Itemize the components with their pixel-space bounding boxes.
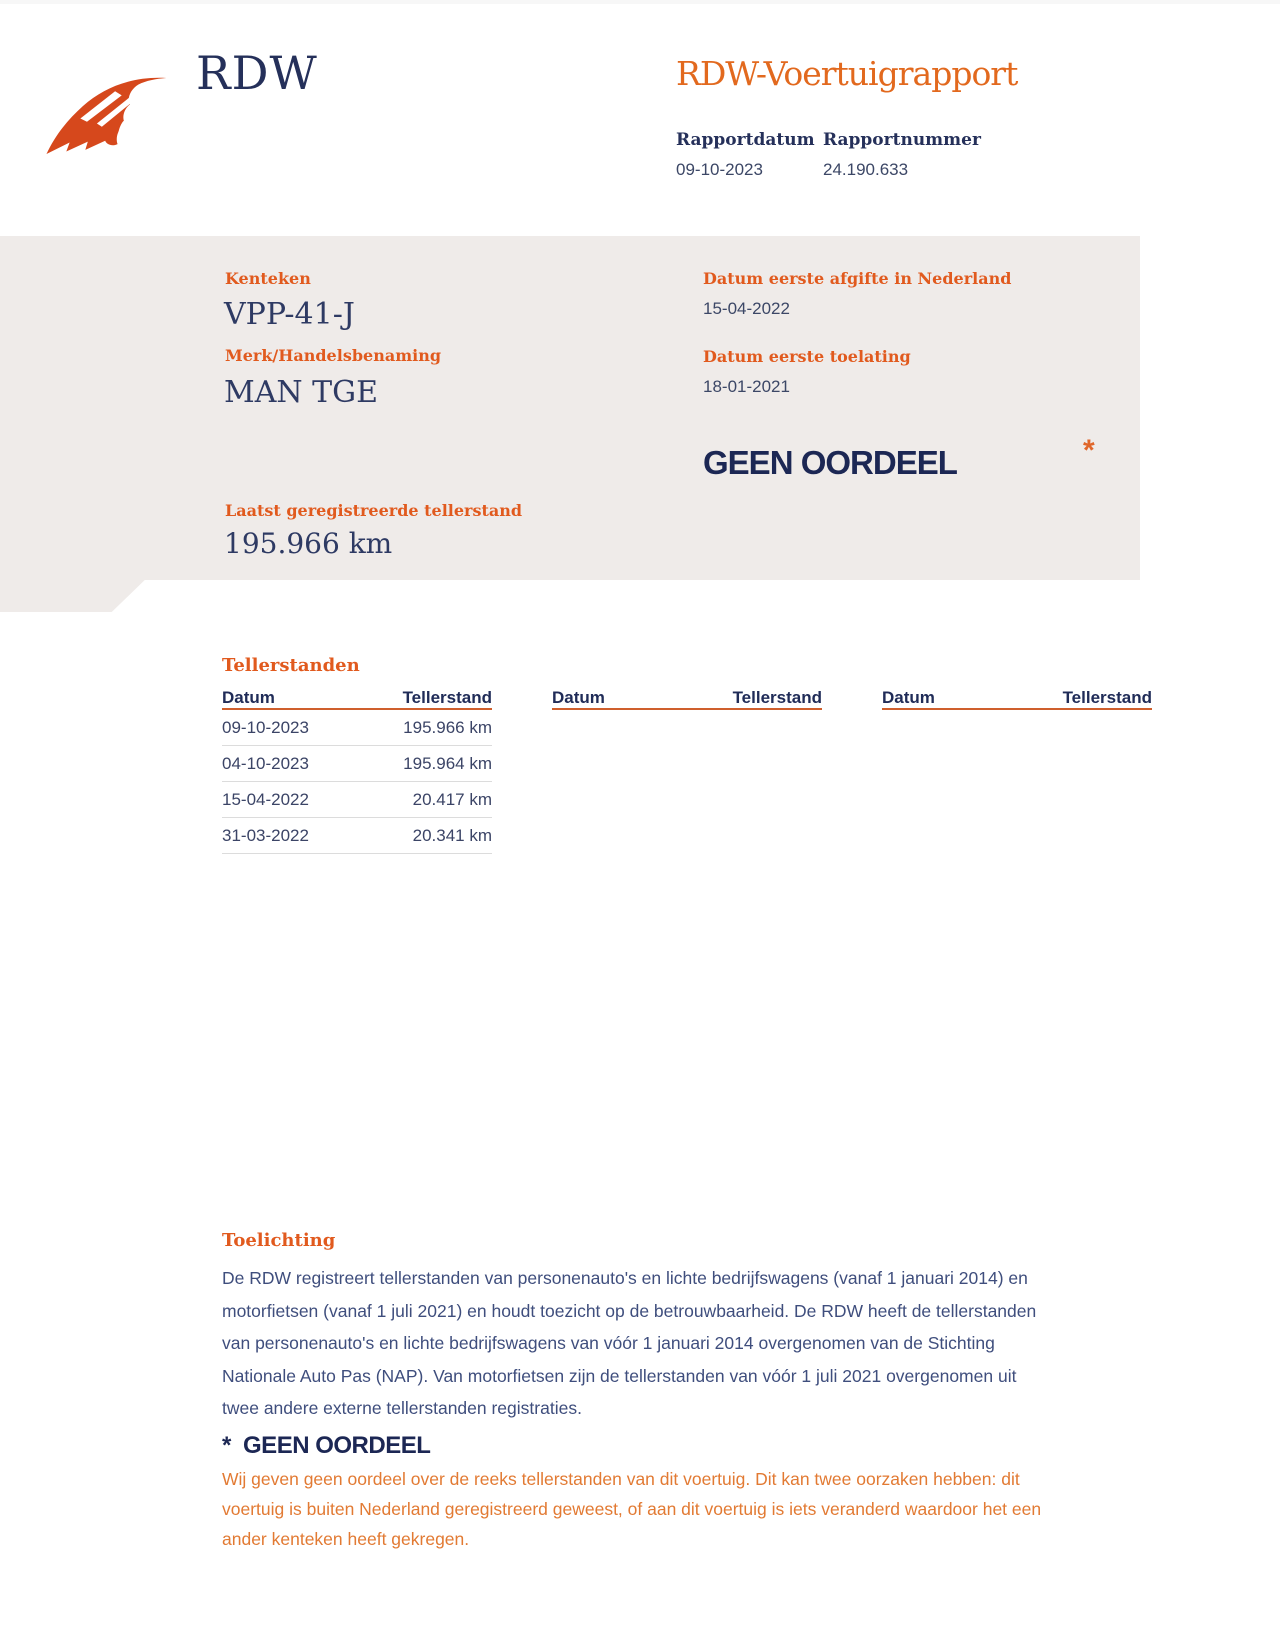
row-stand: 20.417 km	[412, 789, 492, 809]
toelichting-line: twee andere externe tellerstanden registraties.	[222, 1398, 582, 1418]
afgifte-value: 15-04-2022	[703, 299, 790, 318]
meter-table-group-3	[882, 686, 1152, 710]
geen-oordeel-line: ander kenteken heeft gekregen.	[222, 1529, 470, 1549]
tellerstand-label: Laatst geregistreerde tellerstand	[225, 501, 523, 520]
row-datum: 09-10-2023	[222, 717, 309, 737]
merk-value: MAN TGE	[224, 375, 379, 410]
rdw-logo-icon	[44, 74, 168, 158]
row-stand: 20.341 km	[412, 825, 492, 845]
page-top-strip	[0, 0, 1280, 4]
toelichting-line: De RDW registreert tellerstanden van personenauto's en lichte bedrijfswagens (vanaf 1 januari 2014) en	[222, 1268, 1028, 1288]
geen-oordeel-heading: GEEN OORDEEL	[243, 1432, 431, 1459]
col-header-datum: Datum	[882, 688, 935, 707]
table-row	[222, 710, 492, 746]
toelating-label: Datum eerste toelating	[703, 347, 911, 366]
meter-table-group-2	[552, 686, 822, 710]
row-stand: 195.966 km	[403, 717, 492, 737]
report-title: RDW-Voertuigrapport	[676, 54, 1018, 93]
geen-oordeel-heading-row	[222, 1432, 430, 1460]
geen-oordeel-line: Wij geven geen oordeel over de reeks tellerstanden van dit voertuig. Dit kan twee oorzaken hebben: dit	[222, 1469, 1020, 1489]
toelichting-heading: Toelichting	[222, 1230, 336, 1251]
rdw-logo-text: RDW	[196, 46, 318, 100]
table-header-row	[552, 686, 822, 710]
col-header-tellerstand: Tellerstand	[732, 688, 822, 707]
row-stand: 195.964 km	[403, 753, 492, 773]
report-number-label: Rapportnummer	[823, 130, 981, 150]
kenteken-label: Kenteken	[225, 269, 311, 288]
oordeel-status: GEEN OORDEEL	[703, 444, 957, 481]
table-header-row	[222, 686, 492, 710]
vehicle-summary-panel	[0, 236, 1140, 612]
table-header-row	[882, 686, 1152, 710]
row-datum: 31-03-2022	[222, 825, 309, 845]
toelichting-line: van personenauto's en lichte bedrijfswagens van vóór 1 januari 2014 overgenomen van de Stichting	[222, 1333, 995, 1353]
merk-label: Merk/Handelsbenaming	[225, 346, 442, 365]
report-date-label: Rapportdatum	[676, 130, 815, 150]
tellerstand-value: 195.966 km	[224, 527, 393, 560]
report-date-value: 09-10-2023	[676, 160, 763, 179]
table-row	[222, 818, 492, 854]
col-header-datum: Datum	[552, 688, 605, 707]
col-header-datum: Datum	[222, 688, 275, 707]
afgifte-label: Datum eerste afgifte in Nederland	[703, 269, 1012, 288]
col-header-tellerstand: Tellerstand	[1062, 688, 1152, 707]
toelichting-line: Nationale Auto Pas (NAP). Van motorfietsen zijn de tellerstanden van vóór 1 juli 2021 overgenomen uit	[222, 1365, 1017, 1386]
table-row	[222, 782, 492, 818]
geen-oordeel-asterisk: *	[222, 1432, 231, 1459]
geen-oordeel-line: voertuig is buiten Nederland geregistreerd geweest, of aan dit voertuig is iets veranderd waardoor het een	[222, 1499, 1042, 1519]
kenteken-value: VPP-41-J	[224, 297, 355, 332]
row-datum: 15-04-2022	[222, 789, 309, 809]
row-datum: 04-10-2023	[222, 753, 309, 773]
oordeel-asterisk-mark: *	[1083, 434, 1095, 467]
tellerstanden-heading: Tellerstanden	[222, 655, 360, 676]
geen-oordeel-paragraph	[222, 1464, 1112, 1554]
toelichting-line: motorfietsen (vanaf 1 juli 2021) en houdt toezicht op de betrouwbaarheid. De RDW heeft de tellerstanden	[222, 1300, 1037, 1321]
toelating-value: 18-01-2021	[703, 377, 790, 396]
col-header-tellerstand: Tellerstand	[402, 688, 492, 707]
toelichting-paragraph	[222, 1262, 1102, 1425]
table-row	[222, 746, 492, 782]
report-number-value: 24.190.633	[823, 160, 909, 179]
meter-table-group-1	[222, 686, 492, 854]
